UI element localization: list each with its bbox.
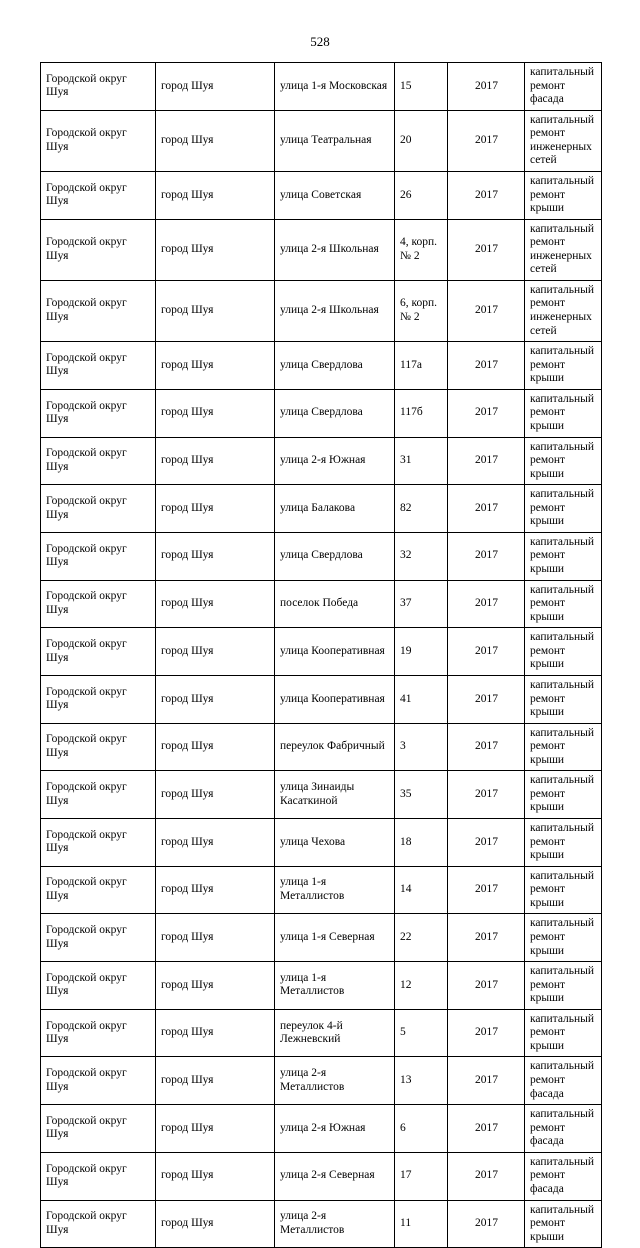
cell-work: капитальный ремонт крыши [525,437,602,485]
cell-city: город Шуя [156,280,275,341]
cell-year: 2017 [448,63,525,111]
cell-street: улица 2-я Северная [275,1152,395,1200]
table-row [41,1105,602,1153]
cell-year: 2017 [448,437,525,485]
cell-street: улица 2-я Металлистов [275,1057,395,1105]
table-row [41,171,602,219]
cell-district: Городской округ Шуя [41,580,156,628]
cell-year: 2017 [448,1152,525,1200]
cell-work: капитальный ремонт фасада [525,1152,602,1200]
cell-street: улица Театральная [275,110,395,171]
table-row [41,280,602,341]
cell-street: переулок 4-й Лежневский [275,1009,395,1057]
cell-year: 2017 [448,771,525,819]
cell-work: капитальный ремонт крыши [525,771,602,819]
cell-district: Городской округ Шуя [41,1152,156,1200]
cell-work: капитальный ремонт крыши [525,819,602,867]
cell-work: капитальный ремонт инженерных сетей [525,219,602,280]
page-number: 528 [310,34,330,49]
cell-house: 117а [395,342,448,390]
cell-work: капитальный ремонт крыши [525,962,602,1010]
table-row [41,1200,602,1248]
cell-year: 2017 [448,962,525,1010]
cell-street: поселок Победа [275,580,395,628]
cell-work: капитальный ремонт крыши [525,580,602,628]
cell-street: улица 1-я Металлистов [275,866,395,914]
table-row [41,1057,602,1105]
cell-house: 3 [395,723,448,771]
cell-city: город Шуя [156,1200,275,1248]
table-row [41,389,602,437]
cell-year: 2017 [448,280,525,341]
table-row [41,437,602,485]
cell-work: капитальный ремонт крыши [525,675,602,723]
cell-city: город Шуя [156,389,275,437]
cell-year: 2017 [448,1200,525,1248]
cell-city: город Шуя [156,723,275,771]
cell-house: 6 [395,1105,448,1153]
table-row [41,63,602,111]
table-row [41,962,602,1010]
cell-house: 20 [395,110,448,171]
cell-house: 35 [395,771,448,819]
cell-street: улица Свердлова [275,532,395,580]
cell-street: улица Зинаиды Касаткиной [275,771,395,819]
table-row [41,866,602,914]
cell-district: Городской округ Шуя [41,280,156,341]
table-row [41,580,602,628]
cell-district: Городской округ Шуя [41,485,156,533]
cell-street: улица Свердлова [275,342,395,390]
cell-street: улица Свердлова [275,389,395,437]
cell-year: 2017 [448,1009,525,1057]
cell-district: Городской округ Шуя [41,628,156,676]
cell-year: 2017 [448,219,525,280]
cell-district: Городской округ Шуя [41,63,156,111]
cell-work: капитальный ремонт крыши [525,342,602,390]
cell-city: город Шуя [156,1105,275,1153]
cell-city: город Шуя [156,628,275,676]
cell-work: капитальный ремонт крыши [525,171,602,219]
cell-year: 2017 [448,723,525,771]
cell-house: 17 [395,1152,448,1200]
cell-year: 2017 [448,171,525,219]
cell-work: капитальный ремонт фасада [525,1105,602,1153]
cell-house: 19 [395,628,448,676]
cell-city: город Шуя [156,342,275,390]
cell-work: капитальный ремонт крыши [525,628,602,676]
cell-street: улица 2-я Южная [275,1105,395,1153]
cell-work: капитальный ремонт фасада [525,63,602,111]
cell-work: капитальный ремонт инженерных сетей [525,110,602,171]
table-row [41,1009,602,1057]
cell-work: капитальный ремонт крыши [525,1200,602,1248]
cell-city: город Шуя [156,110,275,171]
cell-street: улица Балакова [275,485,395,533]
cell-street: улица 1-я Металлистов [275,962,395,1010]
table-row [41,771,602,819]
cell-district: Городской округ Шуя [41,962,156,1010]
cell-street: улица 2-я Металлистов [275,1200,395,1248]
cell-district: Городской округ Шуя [41,389,156,437]
cell-district: Городской округ Шуя [41,110,156,171]
cell-district: Городской округ Шуя [41,171,156,219]
cell-district: Городской округ Шуя [41,1057,156,1105]
cell-year: 2017 [448,110,525,171]
cell-street: улица Кооперативная [275,628,395,676]
cell-work: капитальный ремонт крыши [525,723,602,771]
repairs-table [40,62,602,1248]
cell-district: Городской округ Шуя [41,723,156,771]
cell-district: Городской округ Шуя [41,771,156,819]
cell-house: 32 [395,532,448,580]
cell-street: улица Чехова [275,819,395,867]
cell-city: город Шуя [156,580,275,628]
cell-city: город Шуя [156,771,275,819]
cell-year: 2017 [448,1105,525,1153]
cell-house: 5 [395,1009,448,1057]
cell-house: 117б [395,389,448,437]
cell-house: 13 [395,1057,448,1105]
cell-year: 2017 [448,1057,525,1105]
cell-work: капитальный ремонт крыши [525,389,602,437]
cell-street: улица 2-я Южная [275,437,395,485]
table-row [41,914,602,962]
table-row [41,675,602,723]
table-row [41,532,602,580]
cell-district: Городской округ Шуя [41,219,156,280]
table-body [41,63,602,1248]
cell-house: 41 [395,675,448,723]
cell-city: город Шуя [156,485,275,533]
cell-year: 2017 [448,580,525,628]
cell-year: 2017 [448,819,525,867]
cell-house: 11 [395,1200,448,1248]
cell-district: Городской округ Шуя [41,437,156,485]
cell-house: 26 [395,171,448,219]
table-row [41,628,602,676]
cell-district: Городской округ Шуя [41,1105,156,1153]
table-row [41,219,602,280]
cell-district: Городской округ Шуя [41,675,156,723]
cell-street: улица 1-я Северная [275,914,395,962]
cell-house: 15 [395,63,448,111]
cell-city: город Шуя [156,675,275,723]
cell-city: город Шуя [156,962,275,1010]
cell-city: город Шуя [156,1009,275,1057]
cell-city: город Шуя [156,914,275,962]
table-row [41,723,602,771]
cell-city: город Шуя [156,532,275,580]
cell-year: 2017 [448,914,525,962]
cell-city: город Шуя [156,63,275,111]
cell-year: 2017 [448,532,525,580]
cell-district: Городской округ Шуя [41,1009,156,1057]
cell-house: 6, корп. № 2 [395,280,448,341]
cell-house: 22 [395,914,448,962]
cell-street: улица 2-я Школьная [275,280,395,341]
cell-city: город Шуя [156,437,275,485]
cell-district: Городской округ Шуя [41,866,156,914]
cell-year: 2017 [448,628,525,676]
cell-district: Городской округ Шуя [41,532,156,580]
cell-street: улица 1-я Московская [275,63,395,111]
cell-year: 2017 [448,342,525,390]
cell-work: капитальный ремонт крыши [525,914,602,962]
cell-house: 4, корп. № 2 [395,219,448,280]
cell-district: Городской округ Шуя [41,819,156,867]
cell-house: 31 [395,437,448,485]
cell-street: улица Советская [275,171,395,219]
cell-street: переулок Фабричный [275,723,395,771]
cell-city: город Шуя [156,866,275,914]
cell-house: 14 [395,866,448,914]
cell-work: капитальный ремонт крыши [525,485,602,533]
table-row [41,342,602,390]
cell-work: капитальный ремонт инженерных сетей [525,280,602,341]
table-row [41,485,602,533]
cell-district: Городской округ Шуя [41,342,156,390]
cell-house: 12 [395,962,448,1010]
table-row [41,1152,602,1200]
cell-year: 2017 [448,485,525,533]
cell-work: капитальный ремонт фасада [525,1057,602,1105]
cell-street: улица 2-я Школьная [275,219,395,280]
table-row [41,819,602,867]
cell-city: город Шуя [156,171,275,219]
cell-city: город Шуя [156,219,275,280]
cell-house: 18 [395,819,448,867]
cell-year: 2017 [448,389,525,437]
table-row [41,110,602,171]
cell-city: город Шуя [156,1152,275,1200]
cell-year: 2017 [448,675,525,723]
cell-work: капитальный ремонт крыши [525,866,602,914]
cell-year: 2017 [448,866,525,914]
cell-district: Городской округ Шуя [41,914,156,962]
cell-district: Городской округ Шуя [41,1200,156,1248]
cell-work: капитальный ремонт крыши [525,532,602,580]
cell-city: город Шуя [156,819,275,867]
cell-city: город Шуя [156,1057,275,1105]
cell-work: капитальный ремонт крыши [525,1009,602,1057]
cell-house: 37 [395,580,448,628]
cell-street: улица Кооперативная [275,675,395,723]
cell-house: 82 [395,485,448,533]
